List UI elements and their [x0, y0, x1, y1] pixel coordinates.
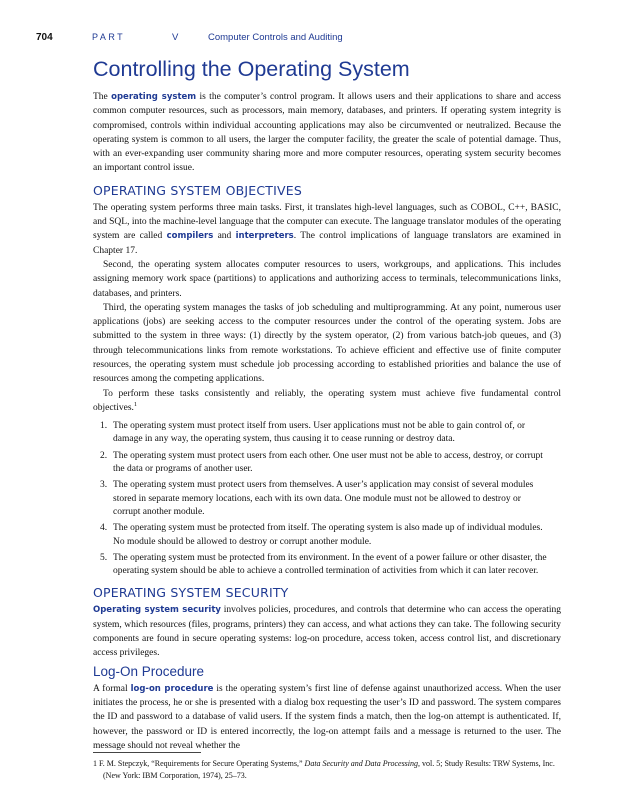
page-number: 704: [36, 32, 53, 43]
part-number: V: [172, 32, 179, 43]
list-item: 3. The operating system must protect users from themselves. A user’s application may consist of several modules stored in separate memory locations, each with its own data. One module must not be allowed to destroy or corrupt another module.: [100, 480, 534, 517]
subsection-heading-logon: Log-On Procedure: [93, 663, 205, 679]
intro-paragraph: The operating system is the computer’s control program. It allows users and their applications to share and access common computer resources, such as processors, main memory, databases, and printers. If operating system integrity is compromised, controls within individual accounting applications may also be circumvented or neutralized. Because the operating system is common to all users, the larger the computer facility, the greater the scale of potential damage. Thus, with an ever-expanding user community sharing more and more computer resources, operating system security becomes an important control issue.: [93, 91, 561, 174]
page-title: Controlling the Operating System: [93, 57, 410, 81]
part-label: PART: [92, 32, 126, 42]
footnote-source: Data Security and Data Processing: [304, 759, 419, 768]
footnote-divider: [93, 752, 201, 753]
list-item: 5. The operating system must be protected from its environment. In the event of a power failure or other disaster, the operating system should be able to achieve a controlled termination of activities from which it can later recover.: [100, 552, 547, 577]
footnote-marker: 1: [133, 400, 138, 408]
list-item: 1. The operating system must protect itself from users. User applications must not be able to gain control of, or damage in any way, the operating system, thus causing it to cease running or destroy data.: [100, 421, 526, 445]
key-term: interpreters: [235, 231, 294, 242]
running-header: [36, 32, 596, 48]
objectives-paragraph-1: The operating system performs three main tasks. First, it translates high-level languages, such as COBOL, C++, BASIC, and SQL, into the machine-level language that the computer can execute. The language translator modules of the operating system are called compilers and interpreters. The control implications of language translators are examined in Chapter 17.: [93, 202, 562, 256]
objectives-paragraph-4: To perform these tasks consistently and reliably, the operating system must achieve five fundamental control objectives.$^1$: [93, 388, 561, 413]
objectives-paragraph-3: Third, the operating system manages the tasks of job scheduling and multiprogramming. At any point, numerous user applications (jobs) are seeking access to the computer resources under the control of the operating system. Jobs are submitted to the system in three ways: (1) directly by the system operator, (2) from various batch-job queues, and (3) through telecommunications links from remote workstations. To achieve efficient and effective use of finite computer resources, the operating system must schedule job processing according to established priorities and balance the use of resources among the competing applications.: [93, 302, 561, 385]
key-term: operating system: [111, 91, 197, 102]
footnote: 1 F. M. Stepczyk, “Requirements for Secure Operating Systems,” Data Security and Data Processing, vol. 5; Study Results: TRW Systems, Inc. (New York: IBM Corporation, 1974), 25–73.: [93, 759, 555, 780]
security-paragraph: Operating system security involves policies, procedures, and controls that determine who can access the operating system, which resources (files, programs, printers) they can access, and what actions they can take. The following security components are found in secure operating systems: log-on procedure, access token, access control list, and discretionary access privileges.: [93, 605, 561, 659]
key-term: log-on procedure: [130, 683, 214, 694]
logon-paragraph: A formal log-on procedure is the operating system’s first line of defense against unauthorized access. When the user initiates the process, he or she is presented with a dialog box requesting the user’s ID and password. The system compares the ID and password to a database of valid users. If the system finds a match, then the log-on attempt is authenticated. If, however, the password or ID is entered incorrectly, the log-on attempt fails and a message is returned to the user. The message should not reveal whether the: [93, 683, 561, 751]
control-objectives-list: [93, 420, 561, 578]
chapter-title: Computer Controls and Auditing: [208, 32, 343, 43]
list-item: 2. The operating system must protect users from each other. One user must not be able to access, destroy, or corrupt the data or programs of another user.: [100, 450, 543, 475]
section-heading-objectives: OPERATING SYSTEM OBJECTIVES: [93, 182, 302, 198]
list-item: 4. The operating system must be protected from itself. The operating system is also made up of individual modules. No module should be allowed to destroy or corrupt another module.: [100, 523, 543, 547]
objectives-paragraph-2: Second, the operating system allocates computer resources to users, workgroups, and applications. This includes assigning memory work space (partitions) to applications and authorizing access to terminals, telecommunications links, databases, and printers.: [93, 259, 561, 299]
page-body: [93, 56, 561, 753]
section-heading-security: OPERATING SYSTEM SECURITY: [93, 585, 289, 601]
key-term: compilers: [166, 231, 214, 242]
key-term: Operating system security: [93, 605, 221, 616]
